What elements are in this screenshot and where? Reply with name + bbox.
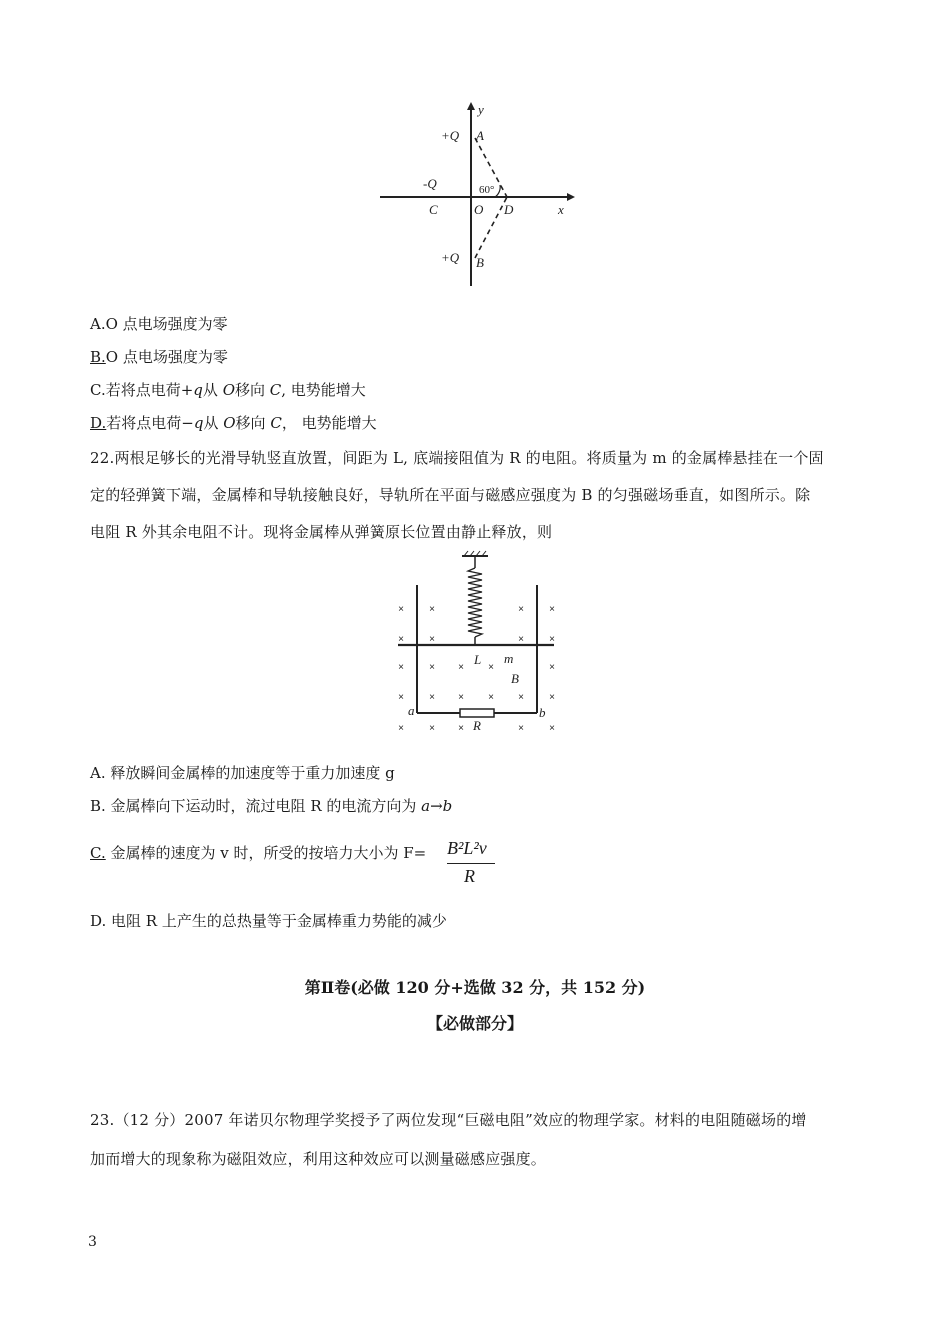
label-l: L <box>474 652 482 667</box>
charge-minus-q: -Q <box>423 176 437 191</box>
q21-option-b <box>90 346 228 367</box>
q23-line-2: 加而增大的现象称为磁阻效应，利用这种效应可以测量磁感应强度。 <box>90 1150 547 1168</box>
option-text-post: 移向 <box>235 381 270 399</box>
field-cross: × <box>429 723 435 734</box>
q23-line-1: 23.（12 分）2007 年诺贝尔物理学奖授予了两位发现“巨磁电阻”效应的物理学家。材料的电阻随磁场的增 <box>90 1111 807 1129</box>
field-cross: × <box>398 634 404 645</box>
option-text-end: , 电势能增大 <box>281 381 366 399</box>
charge-coordinate-figure <box>375 100 575 290</box>
var-o: O <box>223 414 236 432</box>
force-fraction-numerator: B²L²v <box>447 838 487 858</box>
field-cross: × <box>458 692 464 703</box>
label-a: a <box>408 703 415 718</box>
option-letter: C. <box>90 381 106 399</box>
field-cross: × <box>429 662 435 673</box>
option-text-pre: 若将点电荷− <box>106 414 194 432</box>
option-text-pre: 若将点电荷+ <box>105 381 194 399</box>
var-q: q <box>193 414 204 432</box>
resistor <box>460 709 494 717</box>
option-text: B. 金属棒向下运动时，流过电阻 R 的电流方向为 <box>90 797 422 815</box>
force-fraction-denominator: R <box>464 866 475 886</box>
point-b-label: B <box>476 255 484 270</box>
field-cross: × <box>429 604 435 615</box>
q22-option-d: D. 电阻 R 上产生的总热量等于金属棒重力势能的减少 <box>90 912 447 930</box>
label-r: R <box>473 718 481 733</box>
field-cross: × <box>488 662 494 673</box>
angle-label: 60° <box>479 184 495 196</box>
rail-spring-figure <box>390 550 570 740</box>
label-b: b <box>539 705 546 720</box>
point-c-label: C <box>429 202 438 217</box>
option-letter: B. <box>90 348 106 366</box>
option-text-post: 移向 <box>235 414 271 432</box>
field-cross: × <box>518 723 524 734</box>
field-cross: × <box>398 723 404 734</box>
field-cross: × <box>549 723 555 734</box>
point-a-label: A <box>476 128 484 143</box>
spring <box>468 568 482 637</box>
field-cross: × <box>458 662 464 673</box>
charge-plus-q-bottom: +Q <box>441 250 460 265</box>
var-o: O <box>222 381 235 399</box>
option-text-end: ， 电势能增大 <box>281 414 377 432</box>
section-title: 第Ⅱ卷(必做 120 分+选做 32 分，共 152 分) <box>304 978 646 997</box>
page-number: 3 <box>88 1234 97 1250</box>
option-text: 金属棒的速度为 v 时，所受的按培力大小为 F= <box>105 844 427 862</box>
q21-option-c <box>90 379 366 400</box>
q22-option-a: A. 释放瞬间金属棒的加速度等于重力加速度 g <box>90 764 395 782</box>
var-c: C <box>269 381 282 399</box>
q22-stem-line-1: 22.两根足够长的光滑导轨竖直放置，间距为 L, 底端接阻值为 R 的电阻。将质量为 m 的金属棒悬挂在一个固 <box>90 449 824 467</box>
label-b-field: B <box>511 671 519 686</box>
field-cross: × <box>549 692 555 703</box>
origin-label: O <box>474 202 484 217</box>
q22-stem-line-3: 电阻 R 外其余电阻不计。现将金属棒从弹簧原长位置由静止释放，则 <box>90 523 553 541</box>
q21-option-a <box>90 313 228 334</box>
fraction-bar <box>447 863 495 864</box>
q22-option-b <box>90 795 452 816</box>
section-subtitle: 【必做部分】 <box>426 1014 523 1033</box>
y-axis-label: y <box>478 102 484 117</box>
field-cross: × <box>549 604 555 615</box>
field-cross: × <box>429 634 435 645</box>
q22-stem-line-2: 定的轻弹簧下端，金属棒和导轨接触良好，导轨所在平面与磁感应强度为 B 的匀强磁场垂直，如图所示。除 <box>90 486 811 504</box>
q22-option-c <box>90 842 426 863</box>
var-q: q <box>193 381 203 399</box>
field-cross: × <box>518 604 524 615</box>
field-cross: × <box>458 723 464 734</box>
option-text-mid: 从 <box>202 381 223 399</box>
point-d-label: D <box>504 202 514 217</box>
field-cross: × <box>398 692 404 703</box>
option-text-mid: 从 <box>203 414 224 432</box>
field-cross: × <box>549 662 555 673</box>
field-cross: × <box>398 662 404 673</box>
label-m: m <box>504 651 514 666</box>
x-axis-label: x <box>558 202 564 217</box>
option-letter: D. <box>90 414 107 432</box>
field-cross: × <box>488 692 494 703</box>
field-cross: × <box>518 634 524 645</box>
field-cross: × <box>398 604 404 615</box>
field-cross: × <box>429 692 435 703</box>
field-cross: × <box>549 634 555 645</box>
option-letter: A. <box>90 315 106 333</box>
field-cross: × <box>518 692 524 703</box>
y-axis-arrow <box>467 102 475 110</box>
x-axis-arrow <box>567 193 575 201</box>
current-direction: a→b <box>421 797 453 815</box>
option-text: O 点电场强度为零 <box>105 348 228 366</box>
var-c: C <box>270 414 282 432</box>
angle-arc <box>495 185 500 197</box>
option-letter: C. <box>90 844 106 862</box>
option-text: O 点电场强度为零 <box>105 315 228 333</box>
charge-plus-q-top: +Q <box>441 128 460 143</box>
q21-option-d <box>90 412 377 433</box>
